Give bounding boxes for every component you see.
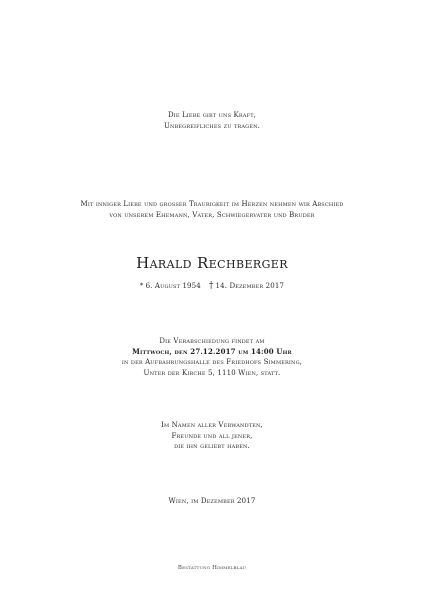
intro-line-1: Mit inniger Liebe und grosser Traurigkeit im Herzen nehmen wir Abschied (80, 200, 344, 208)
deceased-name: Harald Rechberger (136, 254, 288, 272)
farewell-intro (0, 199, 424, 220)
birth-date: 6. August 1954 (145, 282, 201, 290)
death-cross-symbol: † (208, 281, 214, 291)
death-date: 14. Dezember 2017 (215, 282, 285, 290)
intro-line-2: von unserem Ehemann, Vater, Schwiegervater und Bruder (109, 210, 315, 219)
mourners-line-3: die ihn geliebt haben. (174, 442, 250, 450)
farewell-details (0, 336, 424, 378)
life-dates (0, 281, 424, 292)
farewell-line-1: Die Verabschiedung findet am (159, 337, 265, 345)
birth-star-symbol: * (139, 282, 144, 290)
mourners-note (0, 420, 424, 452)
mourners-line-2: Freunde und all jener, (171, 431, 253, 440)
motto (0, 110, 424, 131)
place-date-text: Wien, im Dezember 2017 (168, 497, 256, 505)
farewell-date-time: Mittwoch, den 27.12.2017 um 14:00 Uhr (132, 346, 292, 356)
place-and-date (0, 496, 424, 507)
farewell-line-3: in der Aufbahrungshalle des Friedhofs Simmering, (121, 358, 303, 366)
motto-line-1: Die Liebe gibt uns Kraft, (167, 111, 257, 119)
mourners-line-1: Im Namen aller Verwandten, (161, 421, 263, 429)
motto-line-2: Unbegreifliches zu tragen. (163, 121, 260, 130)
undertaker-credit: Bestattung Himmelblau (177, 565, 247, 571)
farewell-line-4: Unter der Kirche 5, 1110 Wien, statt. (143, 368, 281, 377)
